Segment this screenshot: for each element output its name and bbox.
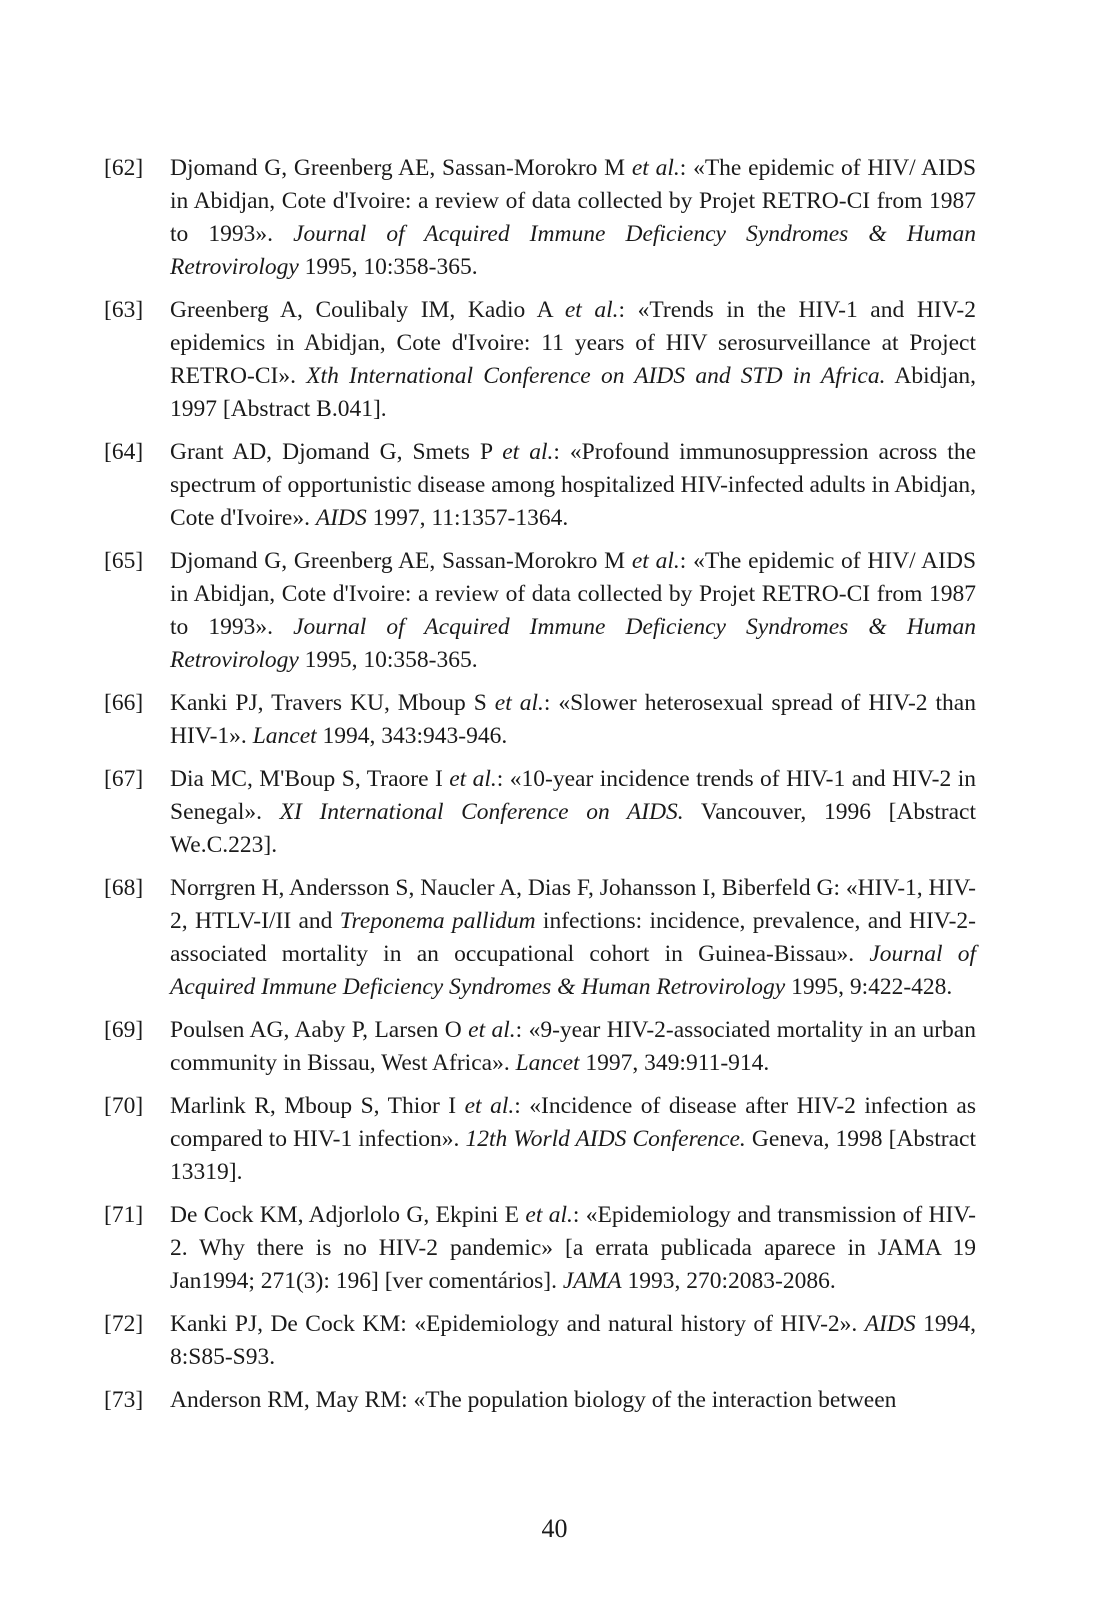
reference-number: [66] xyxy=(104,690,144,716)
reference-segment: 1997, 349:911-914. xyxy=(579,1050,770,1076)
reference-segment: 1994, 8:S85-S93. xyxy=(170,1311,976,1370)
reference-entry xyxy=(104,1308,976,1374)
reference-segment: : «Trends in the HIV-1 and HIV-2 epidemics in Abidjan, Cote d'Ivoire: 11 years of HIV serosurveillance at Project RETRO-CI». xyxy=(170,297,977,389)
reference-text xyxy=(170,439,976,531)
reference-segment: : «Profound immunosuppression across the spectrum of opportunistic disease among hospitalized HIV-infected adults in Abidjan, Cote d'Ivoire». xyxy=(170,439,976,531)
reference-text xyxy=(170,766,976,858)
reference-italic-segment: 12th World AIDS Conference. xyxy=(465,1126,746,1152)
reference-number: [65] xyxy=(104,548,144,574)
reference-italic-segment: Journal of Acquired Immune Deficiency Syndromes & Human Retrovirology xyxy=(170,941,976,1000)
reference-segment: 1995, 10:358-365. xyxy=(298,254,478,280)
reference-segment: Poulsen AG, Aaby P, Larsen O xyxy=(170,1017,469,1043)
reference-text xyxy=(170,690,976,749)
reference-segment: 1995, 9:422-428. xyxy=(785,974,953,1000)
reference-segment: De Cock KM, Adjorlolo G, Ekpini E xyxy=(170,1202,526,1228)
reference-italic-segment: et al. xyxy=(525,1202,573,1228)
reference-number: [71] xyxy=(104,1202,144,1228)
reference-entry xyxy=(104,872,976,1004)
reference-italic-segment: Journal of Acquired Immune Deficiency Syndromes & Human Retrovirology xyxy=(170,221,976,280)
reference-text xyxy=(170,1093,976,1185)
reference-number: [63] xyxy=(104,297,144,323)
reference-segment: Geneva, 1998 [Abstract 13319]. xyxy=(170,1126,977,1185)
reference-segment: Djomand G, Greenberg AE, Sassan-Morokro M xyxy=(170,155,632,181)
reference-text xyxy=(170,1017,976,1076)
reference-entry xyxy=(104,545,976,677)
reference-list xyxy=(104,152,976,1427)
reference-segment: Vancouver, 1996 [Abstract We.C.223]. xyxy=(170,799,977,858)
reference-segment: : «9-year HIV-2-associated mortality in an urban community in Bissau, West Africa». xyxy=(170,1017,976,1076)
reference-number: [69] xyxy=(104,1017,144,1043)
reference-number: [68] xyxy=(104,875,144,901)
reference-number: [72] xyxy=(104,1311,144,1337)
reference-italic-segment: Treponema pallidum xyxy=(339,908,536,934)
reference-italic-segment: XI International Conference on AIDS. xyxy=(279,799,684,825)
reference-italic-segment: et al. xyxy=(631,155,680,181)
reference-segment: Grant AD, Djomand G, Smets P xyxy=(170,439,503,465)
reference-segment: 1997, 11:1357-1364. xyxy=(366,505,569,531)
reference-text xyxy=(170,297,976,422)
reference-segment: : «10-year incidence trends of HIV-1 and HIV-2 in Senegal». xyxy=(170,766,976,825)
reference-segment: 1995, 10:358-365. xyxy=(298,647,478,673)
reference-entry xyxy=(104,436,976,535)
reference-segment: Greenberg A, Coulibaly IM, Kadio A xyxy=(170,297,565,323)
reference-italic-segment: et al. xyxy=(494,690,544,716)
reference-segment: Kanki PJ, Travers KU, Mboup S xyxy=(170,690,495,716)
reference-segment: : «Incidence of disease after HIV-2 infection as compared to HIV-1 infection». xyxy=(170,1093,976,1152)
reference-segment: Dia MC, M'Boup S, Traore I xyxy=(170,766,450,792)
reference-segment: : «Epidemiology and transmission of HIV-2. Why there is no HIV-2 pandemic» [a errata publicada aparece in JAMA 19 Jan1994; 271(3): 196] [ver comentários]. xyxy=(170,1202,976,1294)
reference-italic-segment: et al. xyxy=(502,439,554,465)
reference-text xyxy=(170,875,976,1000)
reference-italic-segment: Lancet xyxy=(252,723,317,749)
reference-italic-segment: et al. xyxy=(464,1093,515,1119)
reference-italic-segment: et al. xyxy=(631,548,680,574)
reference-italic-segment: Journal of Acquired Immune Deficiency Syndromes & Human Retrovirology xyxy=(170,614,976,673)
reference-segment: 1993, 270:2083-2086. xyxy=(621,1268,836,1294)
reference-entry xyxy=(104,687,976,753)
reference-entry xyxy=(104,763,976,862)
reference-segment: Abidjan, 1997 [Abstract B.041]. xyxy=(170,363,977,422)
reference-segment: Djomand G, Greenberg AE, Sassan-Morokro M xyxy=(170,548,632,574)
reference-entry xyxy=(104,1199,976,1298)
reference-segment: Marlink R, Mboup S, Thior I xyxy=(170,1093,465,1119)
reference-text xyxy=(170,1202,976,1294)
reference-segment: : «Slower heterosexual spread of HIV-2 than HIV-1». xyxy=(170,690,976,749)
reference-segment: Anderson RM, May RM: «The population biology of the interaction between xyxy=(170,1387,897,1413)
reference-entry xyxy=(104,294,976,426)
reference-text xyxy=(170,1387,896,1413)
reference-segment: : «The epidemic of HIV/ AIDS in Abidjan, Cote d'Ivoire: a review of data collected by Projet RETRO-CI from 1987 to 1993». xyxy=(170,548,977,640)
reference-segment: : «The epidemic of HIV/ AIDS in Abidjan, Cote d'Ivoire: a review of data collected by Projet RETRO-CI from 1987 to 1993». xyxy=(170,155,977,247)
reference-entry xyxy=(104,1090,976,1189)
reference-segment: 1994, 343:943-946. xyxy=(316,723,508,749)
reference-entry xyxy=(104,1014,976,1080)
reference-entry xyxy=(104,1384,976,1417)
reference-number: [64] xyxy=(104,439,144,465)
page-number: 40 xyxy=(541,1514,568,1543)
reference-number: [67] xyxy=(104,766,144,792)
reference-segment: infections: incidence, prevalence, and HIV-2-associated mortality in an occupational cohort in Guinea-Bissau». xyxy=(170,908,976,967)
reference-text xyxy=(170,155,976,280)
reference-italic-segment: AIDS xyxy=(864,1311,916,1337)
reference-number: [62] xyxy=(104,155,144,181)
reference-italic-segment: et al. xyxy=(468,1017,516,1043)
reference-italic-segment: et al. xyxy=(449,766,497,792)
reference-segment: Kanki PJ, De Cock KM: «Epidemiology and natural history of HIV-2». xyxy=(170,1311,865,1337)
reference-text xyxy=(170,1311,976,1370)
reference-number: [70] xyxy=(104,1093,144,1119)
reference-number: [73] xyxy=(104,1387,144,1413)
reference-italic-segment: Lancet xyxy=(515,1050,580,1076)
reference-segment: Norrgren H, Andersson S, Naucler A, Dias F, Johansson I, Biberfeld G: «HIV-1, HIV-2, HTLV-I/II and xyxy=(170,875,976,934)
reference-italic-segment: Xth International Conference on AIDS and STD in Africa. xyxy=(306,363,886,389)
reference-text xyxy=(170,548,976,673)
reference-italic-segment: AIDS xyxy=(315,505,367,531)
reference-entry xyxy=(104,152,976,284)
reference-italic-segment: et al. xyxy=(564,297,619,323)
reference-italic-segment: JAMA xyxy=(562,1268,622,1294)
